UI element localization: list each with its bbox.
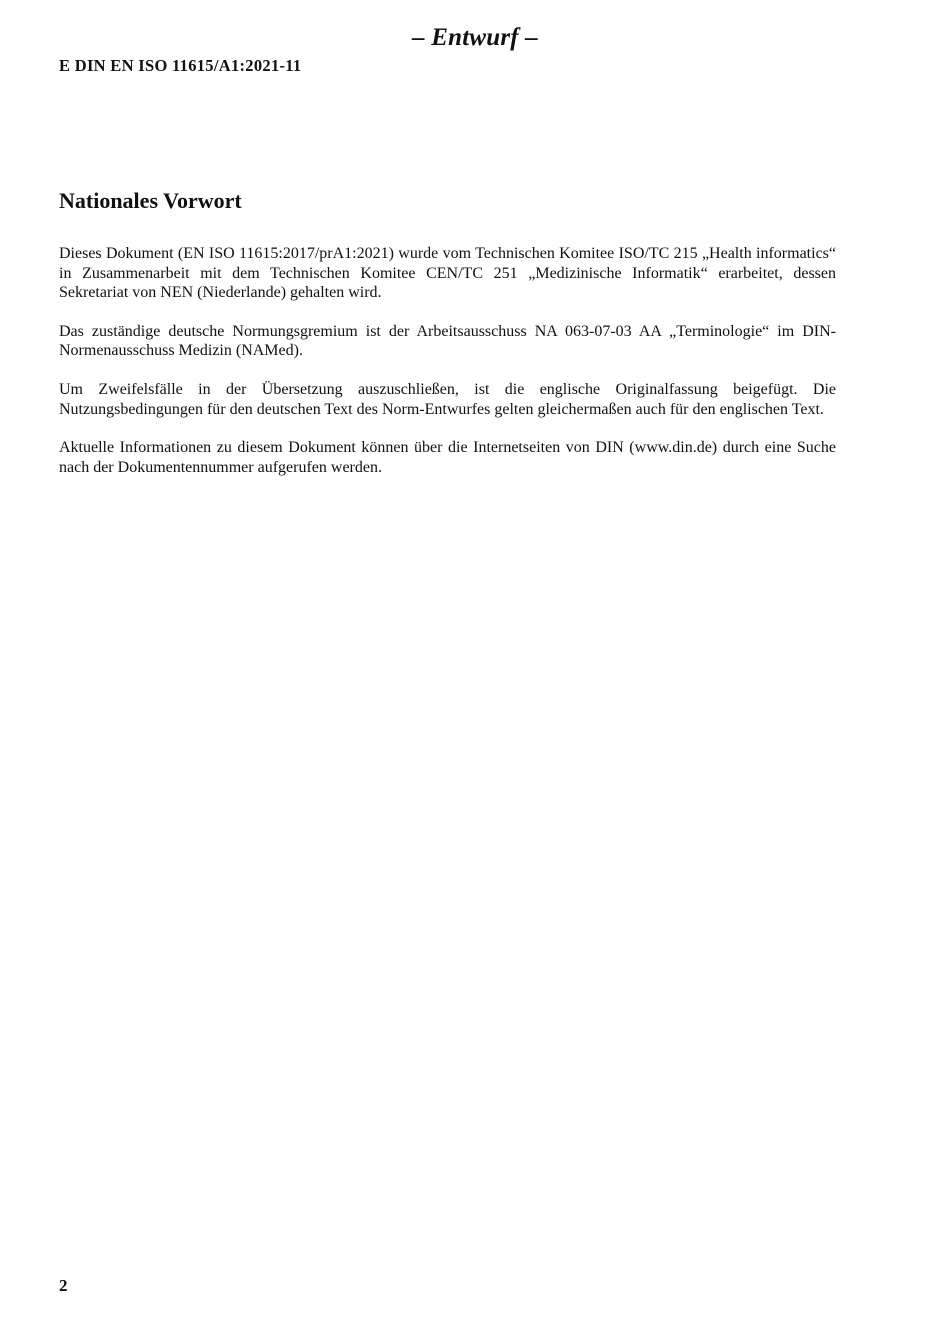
section-title: Nationales Vorwort: [59, 188, 242, 213]
document-identifier: E DIN EN ISO 11615/A1:2021-11: [59, 56, 302, 75]
draft-watermark-heading: – Entwurf –: [412, 24, 538, 51]
page-number: 2: [59, 1276, 68, 1295]
paragraph-committee: Dieses Dokument (EN ISO 11615:2017/prA1:2021) wurde vom Technischen Komitee ISO/TC 215 „Health informatics“ in Zusammenarbeit mit dem Technischen Komitee CEN/TC 251 „Medizinische Informatik“ erarbeitet, dessen Sekretariat von NEN (Niederlande) gehalten wird.: [59, 245, 836, 302]
national-foreword-section: [59, 188, 836, 496]
paragraph-current-information: Aktuelle Informationen zu diesem Dokument können über die Internetseiten von DIN (www.din.de) durch eine Suche nach der Dokumentennummer aufgerufen werden.: [59, 439, 836, 476]
paragraph-translation-note: Um Zweifelsfälle in der Übersetzung auszuschließen, ist die englische Originalfassung beigefügt. Die Nutzungsbedingungen für den deutschen Text des Norm-Entwurfes gelten gleichermaßen auch für den englischen Text.: [59, 380, 836, 418]
paragraph-responsible-body: Das zuständige deutsche Normungsgremium ist der Arbeitsausschuss NA 063-07-03 AA „Terminologie“ im DIN-Normenausschuss Medizin (NAMed).: [59, 322, 836, 360]
